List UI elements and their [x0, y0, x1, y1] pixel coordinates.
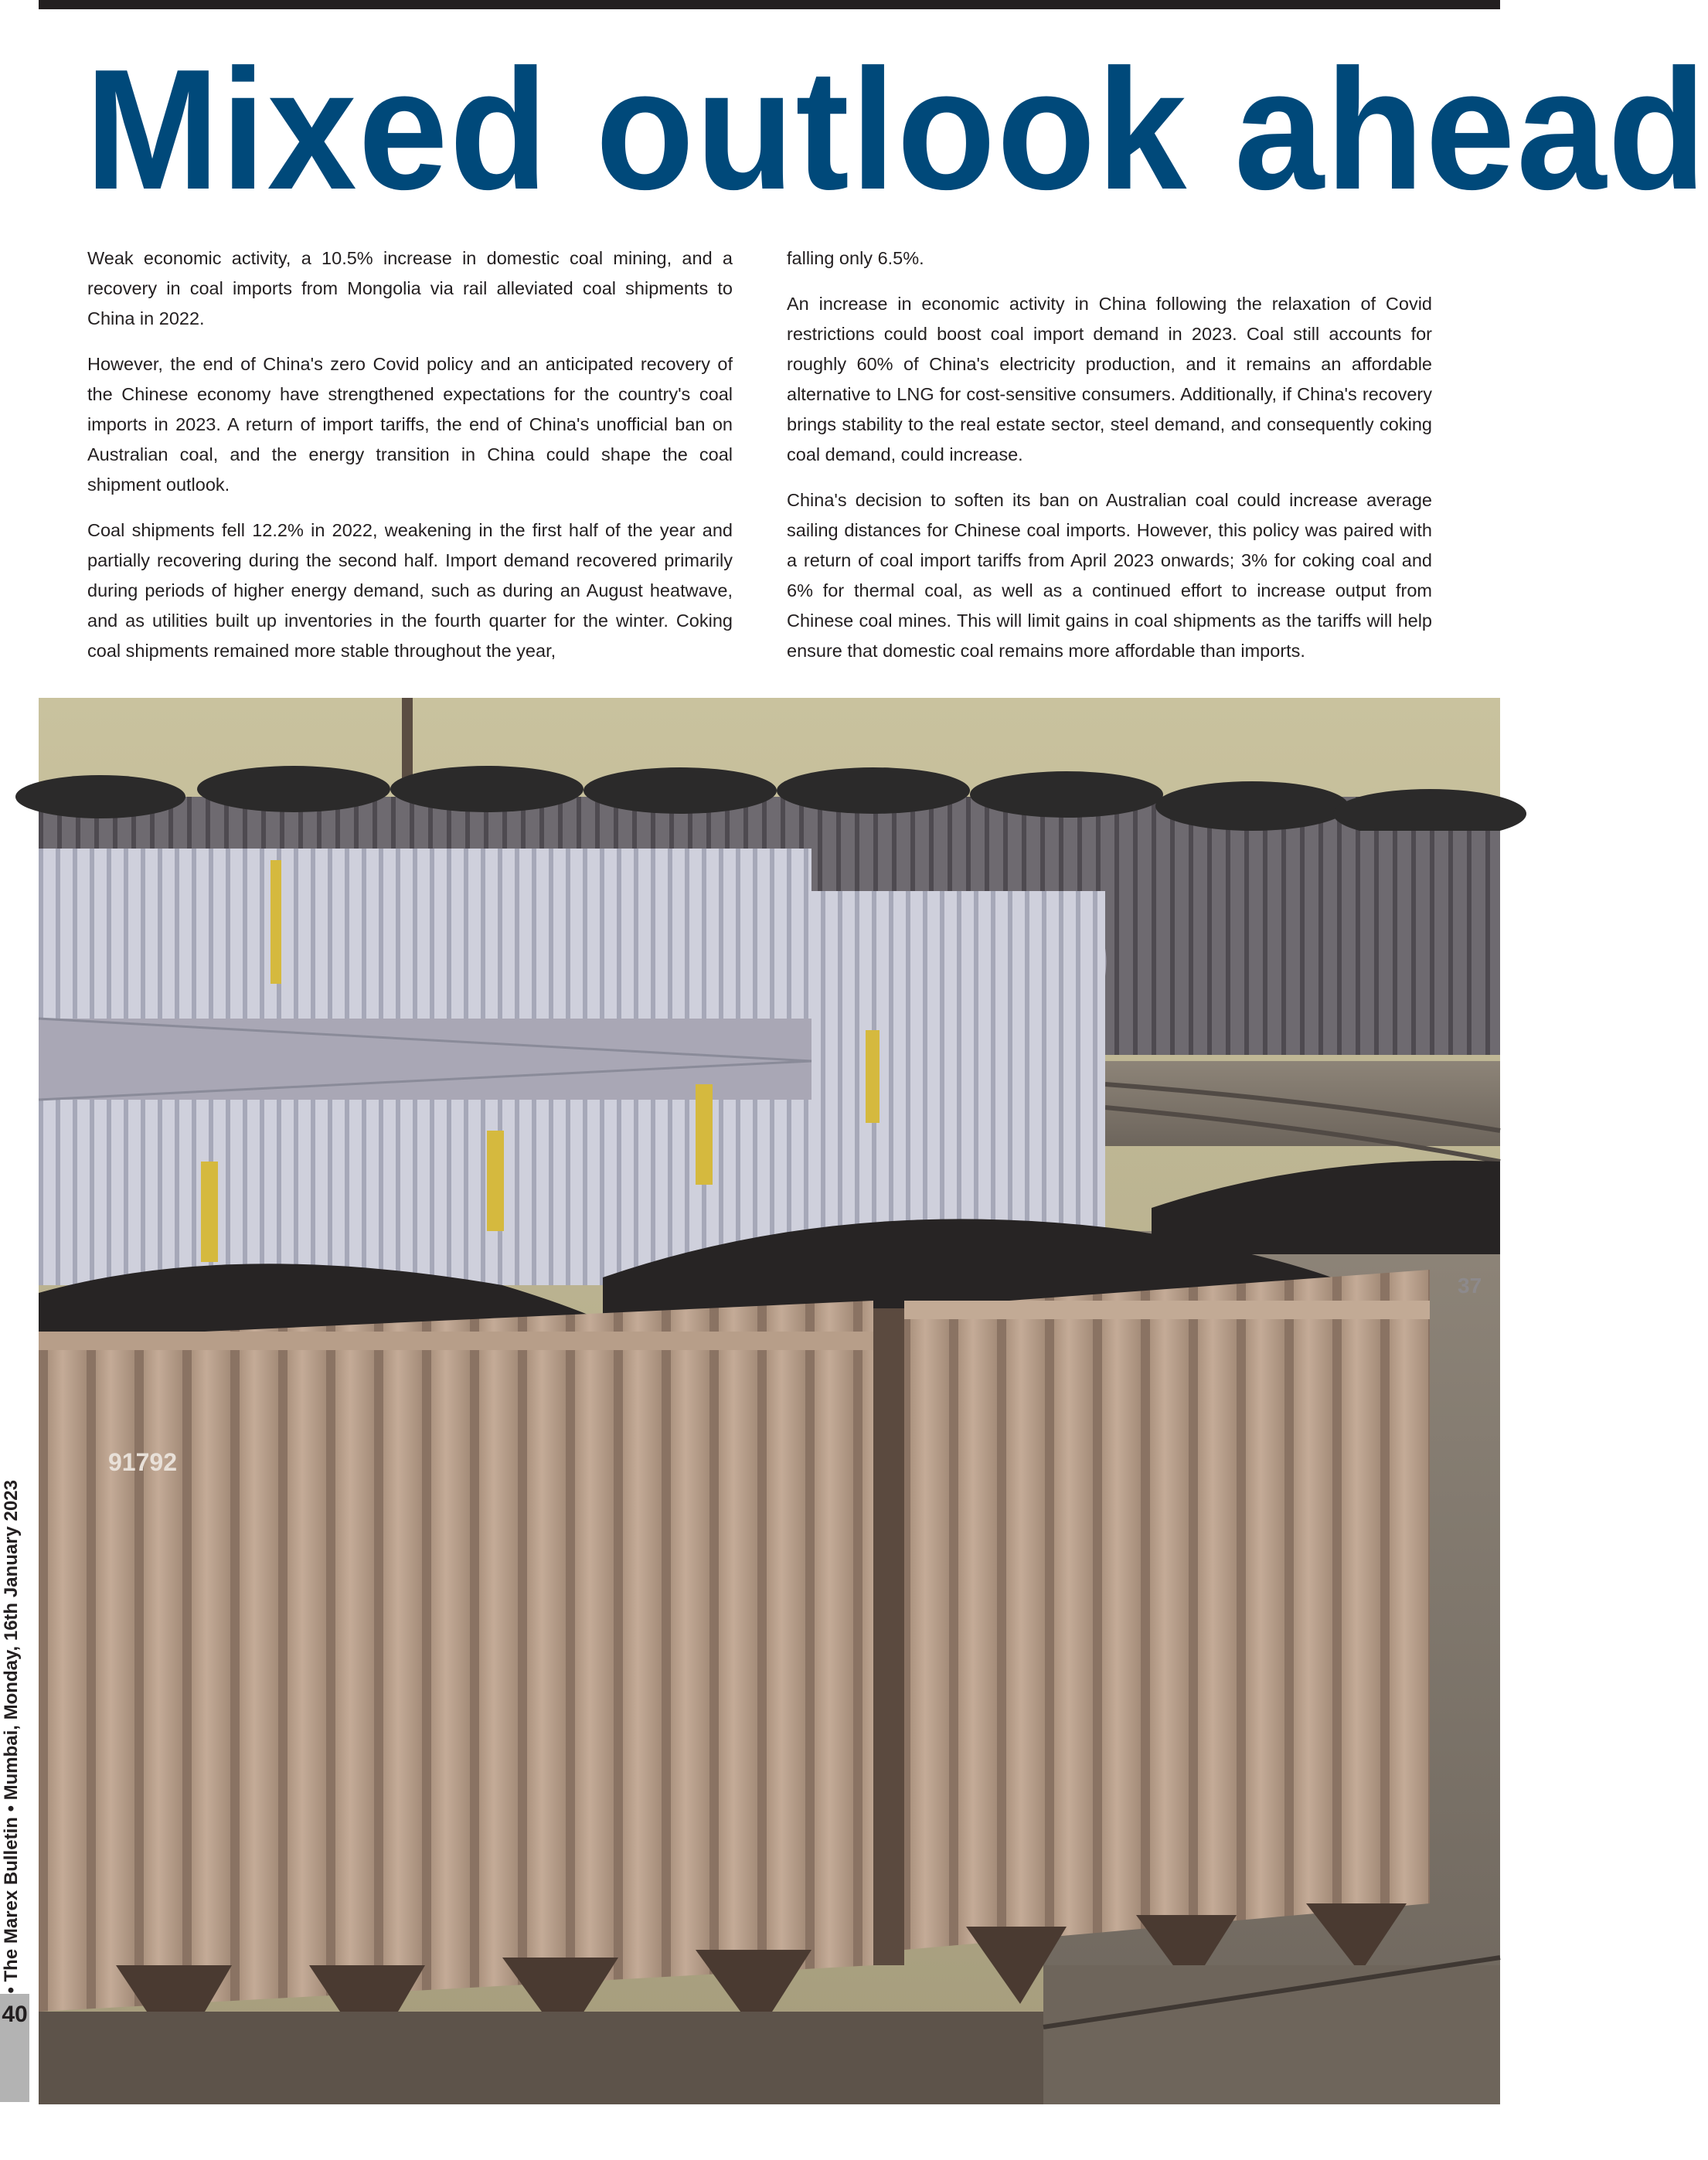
- paragraph: However, the end of China's zero Covid policy and an anticipated recovery of the Chinese economy have strengthened expectations for the country's coal imports in 2023. A return of import tariffs, the end of China's unofficial ban on Australian coal, and the energy transition in China could shape the coal shipment outlook.: [87, 354, 733, 495]
- car-number-label: 37: [1458, 1274, 1482, 1298]
- article-column-left: [87, 243, 733, 682]
- paragraph: China's decision to soften its ban on Australian coal could increase average sailing distances for Chinese coal imports. However, this policy was paired with a return of coal import tariffs from April 2023 onwards; 3% for coking coal and 6% for thermal coal, as well as a continued effort to increase output from Chinese coal mines. This will limit gains in coal shipments as the tariffs will help ensure that domestic coal remains more affordable than imports.: [787, 490, 1432, 661]
- car-number-label: 91792: [108, 1448, 177, 1476]
- paragraph: Coal shipments fell 12.2% in 2022, weakening in the first half of the year and partially recovering during the second half. Import demand recovered primarily during periods of higher energy demand, such as during an August heatwave, and as utilities built up inventories in the fourth quarter for the winter. Coking coal shipments remained more stable throughout the year,: [87, 520, 733, 661]
- article-title: Mixed outlook ahead: [85, 34, 1708, 226]
- article-column-right: [787, 243, 1432, 682]
- coal-train-photo: [39, 698, 1500, 2104]
- top-rule: [39, 0, 1500, 9]
- page-number: 40: [2, 2002, 28, 2027]
- paragraph: An increase in economic activity in China following the relaxation of Covid restrictions could boost coal import demand in 2023. Coal still accounts for roughly 60% of China's electricity production, and it remains an affordable alternative to LNG for cost-sensitive consumers. Additionally, if China's recovery brings stability to the real estate sector, steel demand, and consequently coking coal demand, could increase.: [787, 294, 1432, 464]
- paragraph: falling only 6.5%.: [787, 248, 924, 268]
- publication-line: • The Marex Bulletin • Mumbai, Monday, 16th January 2023: [1, 1480, 22, 1994]
- paragraph: Weak economic activity, a 10.5% increase in domestic coal mining, and a recovery in coal imports from Mongolia via rail alleviated coal shipments to China in 2022.: [87, 248, 733, 328]
